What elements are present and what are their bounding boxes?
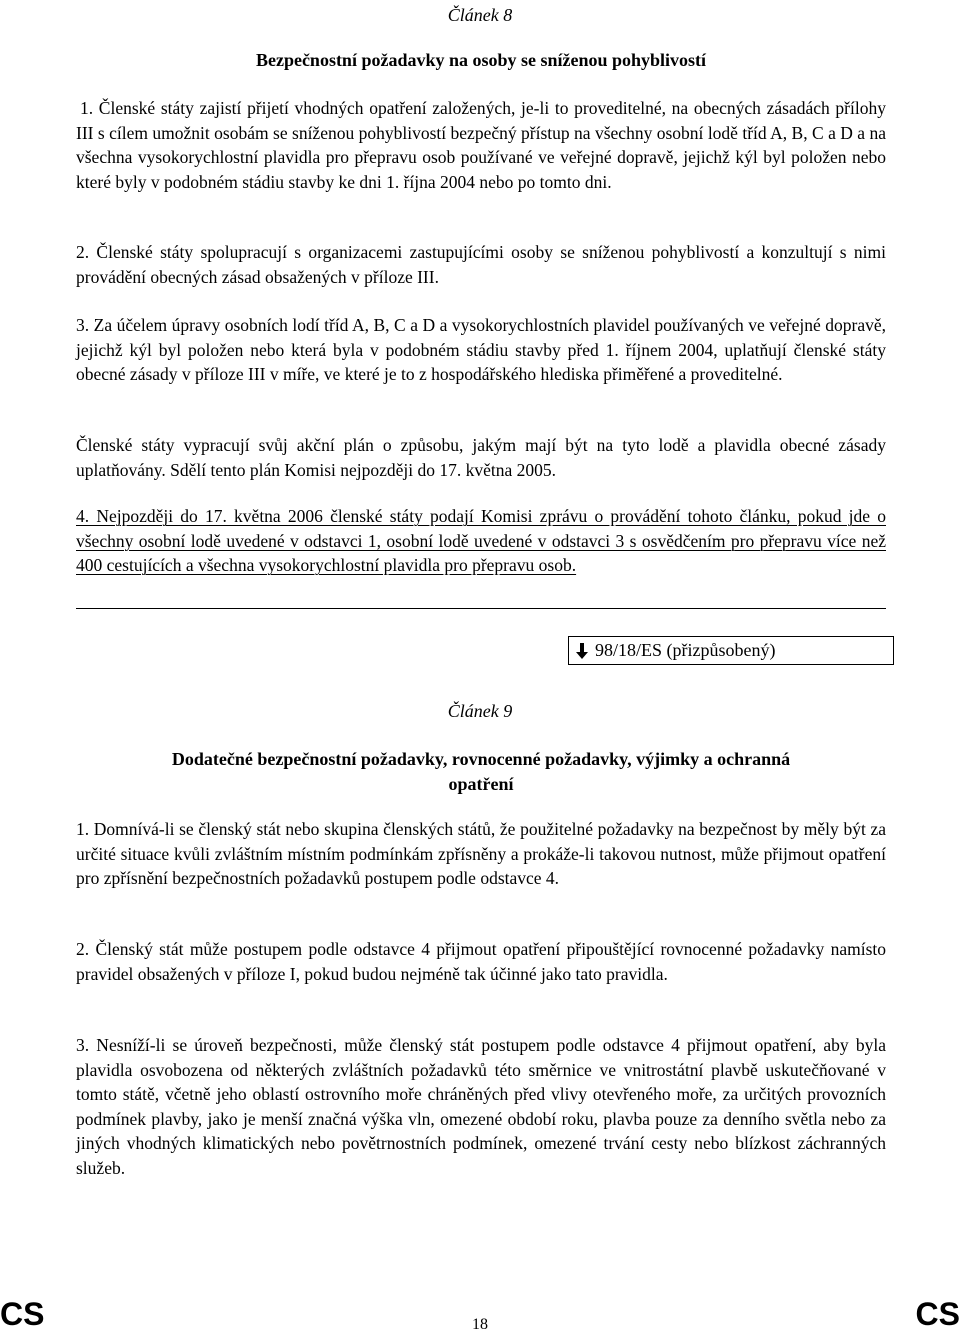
footer-language-code-right: CS <box>915 1296 960 1332</box>
article-9-title: Článek 9 <box>447 701 513 721</box>
article-8-heading: Bezpečnostní požadavky na osoby se sníženou pohyblivostí <box>255 50 707 70</box>
article-9-heading-line-1: Dodatečné bezpečnostní požadavky, rovnocenné požadavky, výjimky a ochranná <box>171 749 791 769</box>
article-8-paragraph-4: Členské státy vypracují svůj akční plán o způsobu, jakým mají být na tyto lodě a plavidla obecné zásady uplatňovány. Sdělí tento plán Komisi nejpozději do 17. května 2005. <box>76 435 886 480</box>
article-8-paragraph-2: 2. Členské státy spolupracují s organizacemi zastupujícími osoby se sníženou pohyblivostí a konzultují s nimi provádění obecných zásad obsažených v příloze III. <box>76 242 886 287</box>
article-9-heading-line-2: opatření <box>448 774 514 794</box>
article-9-paragraph-2: 2. Členský stát může postupem podle odstavce 4 přijmout opatření připouštějící rovnocenné požadavky namísto pravidel obsažených v příloze I, pokud budou nejméně tak účinné jako tato pravidla. <box>76 939 886 984</box>
article-8-paragraph-1: 1. Členské státy zajistí přijetí vhodných opatření založených, je-li to proveditelné, na obecných zásadách přílohy III s cílem umožnit osobám se sníženou pohyblivostí bezpečný přístup na všechny osobní lodě tříd A, B, C a D a na všechna vysokorychlostní plavidla pro přepravu osob používané ve veřejné dopravě, jejichž kýl byl položen nebo které byly v podobném stádiu stavby ke dni 1. října 2004 nebo po tomto dni. <box>76 98 886 192</box>
article-8-paragraph-3: 3. Za účelem úpravy osobních lodí tříd A, B, C a D a vysokorychlostních plavidel používaných ve veřejné dopravě, jejichž kýl byl položen nebo která byla v podobném stádiu stavby před 1. říjnem 2004, uplatňují členské státy obecné zásady v příloze III v míře, ve které je to z hospodářského hlediska přiměřené a proveditelné. <box>76 315 886 384</box>
article-8-title: Článek 8 <box>447 5 513 25</box>
down-arrow-icon <box>575 643 589 659</box>
source-reference-box <box>568 636 894 665</box>
article-9-paragraph-3: 3. Nesníží-li se úroveň bezpečnosti, může členský stát postupem podle odstavce 4 přijmout opatření, aby byla plavidla osvobozena od některých zvláštních požadavků této směrnice ve vnitrostátní plavbě uskutečňované v tomto státě, včetně jeho oblastí ostrovního moře chráněných před vlivy otevřeného moře, za určitých provozních podmínek plavby, jako je menší značná výška vln, omezené období roku, plavba pouze za denního světla nebo za jiných vhodných klimatických nebo povětrnostních podmínek, omezené trvání cesty nebo blízkost záchranných služeb. <box>76 1035 886 1178</box>
section-divider <box>76 608 886 609</box>
article-9-paragraph-1: 1. Domnívá-li se členský stát nebo skupina členských států, že použitelné požadavky na bezpečnost by měly být za určité situace kvůli zvláštním místním podmínkám zpřísněny a prokáže-li takovou nutnost, může přijmout opatření pro zpřísnění bezpečnostních požadavků postupem podle odstavce 4. <box>76 819 886 888</box>
page-number: 18 <box>472 1316 488 1333</box>
footer-language-code-left: CS <box>0 1296 45 1332</box>
source-reference-label: 98/18/ES (přizpůsobený) <box>595 640 776 660</box>
article-9-heading <box>76 747 886 797</box>
article-8-paragraph-5: 4. Nejpozději do 17. května 2006 členské státy podají Komisi zprávu o provádění tohoto článku, pokud jde o všechny osobní lodě uvedené v odstavci 1, osobní lodě uvedené v odstavci 3 s osvědčením pro přepravu více než 400 cestujících a všechna vysokorychlostní plavidla pro přepravu osob. <box>76 506 886 575</box>
